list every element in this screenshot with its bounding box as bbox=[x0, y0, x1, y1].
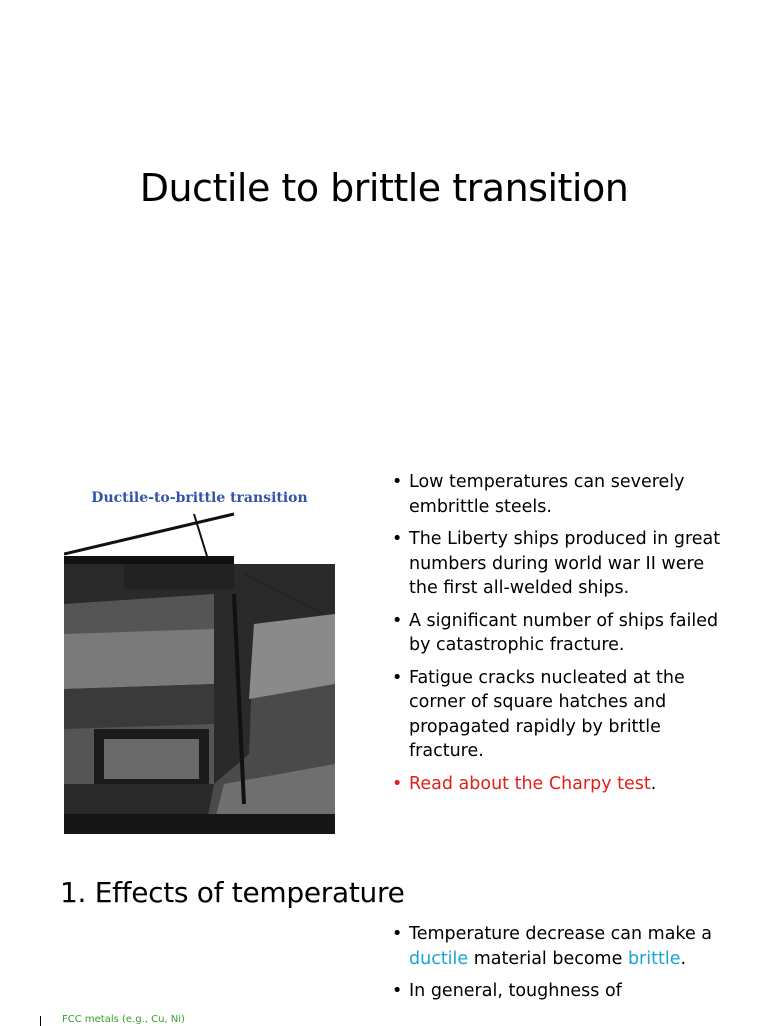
bullet-list-bottom bbox=[392, 922, 732, 1012]
list-item bbox=[392, 470, 732, 519]
bullet-text: The Liberty ships produced in great numbers during world war II were the first all-welded ships. bbox=[409, 529, 721, 598]
figure-caption: Ductile-to-brittle transition bbox=[91, 490, 308, 506]
bullet-text: Fatigue cracks nucleated at the corner of square hatches and propagated rapidly by brittle fracture. bbox=[409, 667, 685, 761]
list-item bbox=[392, 609, 732, 658]
charpy-test-link[interactable]: Read about the Charpy test bbox=[409, 773, 651, 794]
bullet-text: A significant number of ships failed by catastrophic fracture. bbox=[409, 610, 719, 655]
ship-fracture-figure bbox=[64, 484, 335, 837]
slide-title: Ductile to brittle transition bbox=[139, 166, 629, 210]
chart-axis-fragment bbox=[40, 1016, 41, 1026]
bullet-icon: • bbox=[392, 610, 403, 631]
bullet-icon: • bbox=[392, 472, 403, 492]
bullet-text: material become bbox=[468, 948, 628, 969]
bullet-text: Low temperatures can severely embrittle steels. bbox=[409, 472, 685, 517]
bullet-icon: • bbox=[392, 773, 403, 794]
list-item bbox=[392, 666, 732, 764]
brittle-highlight: brittle bbox=[627, 948, 681, 969]
bullet-list-top bbox=[392, 470, 732, 804]
list-item bbox=[392, 979, 732, 1004]
list-item bbox=[392, 527, 732, 601]
link-suffix: . bbox=[650, 773, 657, 794]
bullet-icon: • bbox=[392, 529, 403, 549]
bullet-icon: • bbox=[392, 981, 403, 1001]
ductile-highlight: ductile bbox=[409, 948, 469, 969]
list-item bbox=[392, 772, 732, 797]
bullet-text: Temperature decrease can make a bbox=[409, 924, 712, 944]
bullet-icon: • bbox=[392, 924, 403, 944]
list-item bbox=[392, 922, 732, 971]
chart-legend-fragment: FCC metals (e.g., Cu, Ni) bbox=[62, 1014, 185, 1025]
bullet-text: In general, toughness of bbox=[409, 981, 622, 1001]
bullet-icon: • bbox=[392, 667, 403, 688]
fractured-ship-photo-icon bbox=[64, 484, 335, 837]
section-heading: 1. Effects of temperature bbox=[60, 876, 405, 909]
bullet-text: . bbox=[680, 948, 687, 969]
